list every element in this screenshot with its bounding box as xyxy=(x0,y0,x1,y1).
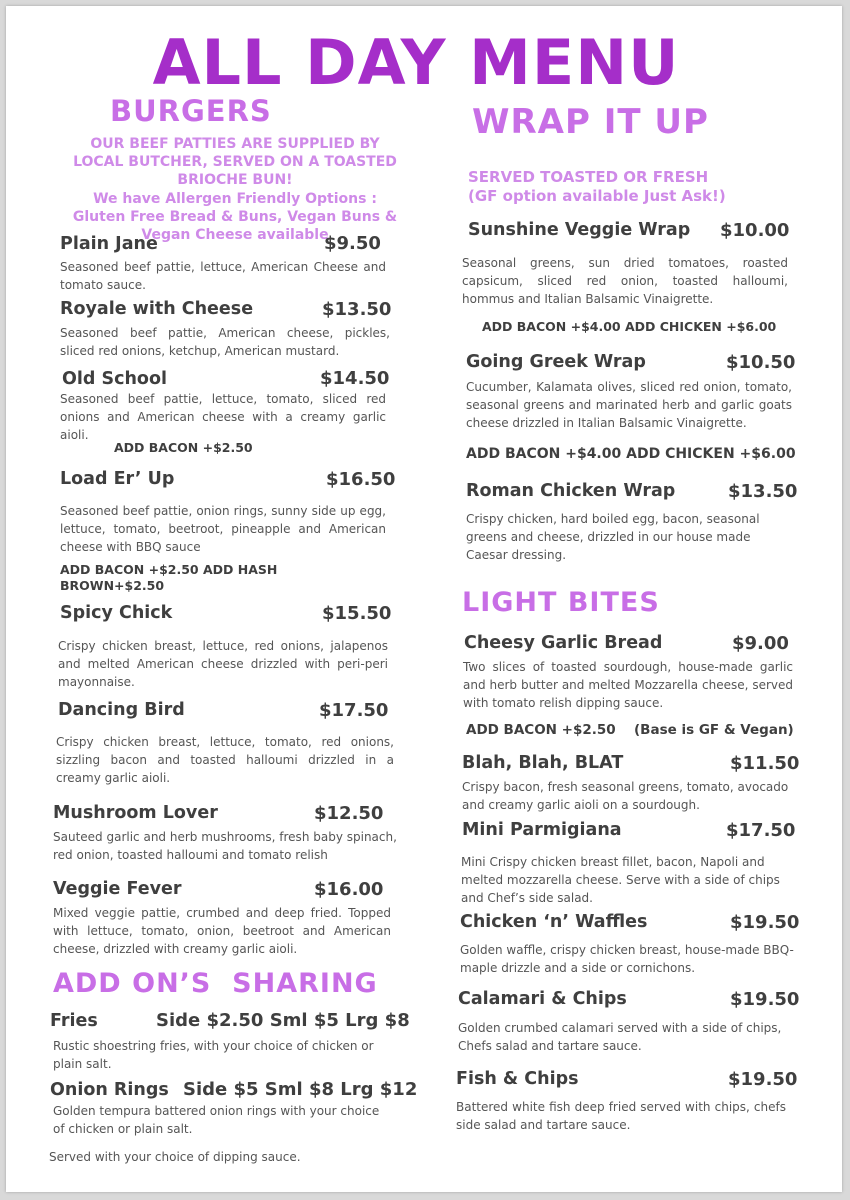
item-name: Spicy Chick xyxy=(60,603,173,623)
addon-note: ADD BACON +$2.50 ADD HASH BROWN+$2.50 xyxy=(60,562,278,593)
item-name: Load Er’ Up xyxy=(60,469,175,489)
item-name: Dancing Bird xyxy=(58,700,185,720)
item-price: $13.50 xyxy=(322,299,392,320)
addons-heading: ADD ON’S SHARING xyxy=(53,968,378,999)
item-description: Two slices of toasted sourdough, house-made garlic and herb butter and melted Mozzarella cheese, served with tomato relish dipping sauce. xyxy=(463,660,793,710)
item-name: Calamari & Chips xyxy=(458,989,627,1009)
item-price: $9.50 xyxy=(324,233,381,254)
item-name: Mini Parmigiana xyxy=(462,820,622,840)
item-price: $17.50 xyxy=(319,700,389,721)
item-description: Golden waffle, crispy chicken breast, house-made BBQ-maple drizzle and a side or cornichons. xyxy=(460,943,794,975)
menu-title: ALL DAY MENU xyxy=(152,26,680,99)
item-description: Crispy chicken, hard boiled egg, bacon, seasonal greens and cheese, drizzled in our house made Caesar dressing. xyxy=(466,512,760,562)
item-price: $14.50 xyxy=(320,368,390,389)
item-price: $12.50 xyxy=(314,803,384,824)
item-price: Side $2.50 Sml $5 Lrg $8 xyxy=(156,1010,410,1031)
burgers-heading: BURGERS xyxy=(110,94,272,128)
item-name: Plain Jane xyxy=(60,234,158,254)
item-name: Fish & Chips xyxy=(456,1069,579,1089)
addon-note: ADD BACON +$2.50 xyxy=(114,440,253,455)
item-price: Side $5 Sml $8 Lrg $12 xyxy=(183,1079,418,1100)
gf-note: (GF option available Just Ask!) xyxy=(468,187,726,205)
item-price: $15.50 xyxy=(322,603,392,624)
item-name: Royale with Cheese xyxy=(60,299,254,319)
item-name: Old School xyxy=(62,369,167,389)
item-name: Blah, Blah, BLAT xyxy=(462,753,624,773)
item-name: Veggie Fever xyxy=(53,879,182,899)
light-bites-heading: LIGHT BITES xyxy=(462,587,660,618)
item-name: Roman Chicken Wrap xyxy=(466,481,676,501)
item-price: $11.50 xyxy=(730,753,800,774)
menu-page xyxy=(6,6,842,1192)
item-name: Going Greek Wrap xyxy=(466,352,646,372)
item-price: $9.00 xyxy=(732,633,789,654)
addon-note: ADD BACON +$4.00 ADD CHICKEN +$6.00 xyxy=(466,446,796,462)
item-name: Fries xyxy=(50,1011,98,1031)
item-description: Sauteed garlic and herb mushrooms, fresh baby spinach, red onion, toasted halloumi and tomato relish xyxy=(53,830,397,862)
item-price: $17.50 xyxy=(726,820,796,841)
item-price: $10.00 xyxy=(720,220,790,241)
item-description: Seasonal greens, sun dried tomatoes, roasted capsicum, sliced red onion, toasted halloumi, hommus and Italian Balsamic Vinaigrette. xyxy=(462,256,788,306)
item-description: Crispy chicken breast, lettuce, tomato, red onions, sizzling bacon and toasted halloumi drizzled in a creamy garlic aioli. xyxy=(56,735,394,785)
allergen-note: We have Allergen Friendly Options : Gluten Free Bread & Buns, Vegan Buns & Vegan Cheese available xyxy=(72,191,398,243)
addon-note: ADD BACON +$4.00 ADD CHICKEN +$6.00 xyxy=(482,319,777,334)
item-description: Golden tempura battered onion rings with your choice of chicken or plain salt. xyxy=(53,1104,380,1136)
item-description: Rustic shoestring fries, with your choice of chicken or plain salt. xyxy=(53,1039,374,1071)
item-price: $19.50 xyxy=(730,912,800,933)
item-description: Seasoned beef pattie, onion rings, sunny side up egg, lettuce, tomato, beetroot, pineapple and American cheese with BBQ sauce xyxy=(60,504,386,554)
gf-vegan-note: (Base is GF & Vegan) xyxy=(634,722,794,738)
wraps-heading: WRAP IT UP xyxy=(472,102,709,142)
item-price: $16.00 xyxy=(314,879,384,900)
item-price: $19.50 xyxy=(730,989,800,1010)
item-description: Cucumber, Kalamata olives, sliced red onion, tomato, seasonal greens and marinated herb and garlic goats cheese drizzled in Italian Balsamic Vinaigrette. xyxy=(466,380,792,430)
item-name: Cheesy Garlic Bread xyxy=(464,633,663,653)
burgers-intro: OUR BEEF PATTIES ARE SUPPLIED BY LOCAL BUTCHER, SERVED ON A TOASTED BRIOCHE BUN! xyxy=(73,136,397,188)
item-name: Mushroom Lover xyxy=(53,803,218,823)
item-description: Mini Crispy chicken breast fillet, bacon, Napoli and melted mozzarella cheese. Serve with a side of chips and Chef’s side salad. xyxy=(461,855,780,905)
item-price: $16.50 xyxy=(326,469,396,490)
item-description: Seasoned beef pattie, lettuce, American Cheese and tomato sauce. xyxy=(60,260,386,292)
wraps-intro: SERVED TOASTED OR FRESH xyxy=(468,168,709,186)
item-description: Golden crumbed calamari served with a side of chips, Chefs salad and tartare sauce. xyxy=(458,1021,782,1053)
item-name: Sunshine Veggie Wrap xyxy=(468,220,691,240)
item-description: Seasoned beef pattie, American cheese, pickles, sliced red onions, ketchup, American mustard. xyxy=(60,326,390,358)
item-price: $10.50 xyxy=(726,352,796,373)
item-price: $13.50 xyxy=(728,481,798,502)
item-description: Battered white fish deep fried served with chips, chefs side salad and tartare sauce. xyxy=(456,1100,786,1132)
item-description: Crispy chicken breast, lettuce, red onions, jalapenos and melted American cheese drizzled with peri-peri mayonnaise. xyxy=(58,639,388,689)
item-description: Crispy bacon, fresh seasonal greens, tomato, avocado and creamy garlic aioli on a sourdough. xyxy=(462,780,789,812)
item-name: Chicken ‘n’ Waffles xyxy=(460,912,648,932)
addon-note: ADD BACON +$2.50 xyxy=(466,722,616,738)
item-name: Onion Rings xyxy=(50,1080,169,1100)
dipping-sauce-note: Served with your choice of dipping sauce. xyxy=(49,1150,301,1164)
item-description: Seasoned beef pattie, lettuce, tomato, sliced red onions and American cheese with a creamy garlic aioli. xyxy=(60,392,386,442)
item-price: $19.50 xyxy=(728,1069,798,1090)
item-description: Mixed veggie pattie, crumbed and deep fried. Topped with lettuce, tomato, onion, beetroot and American cheese, drizzled with creamy garlic aioli. xyxy=(53,906,391,956)
